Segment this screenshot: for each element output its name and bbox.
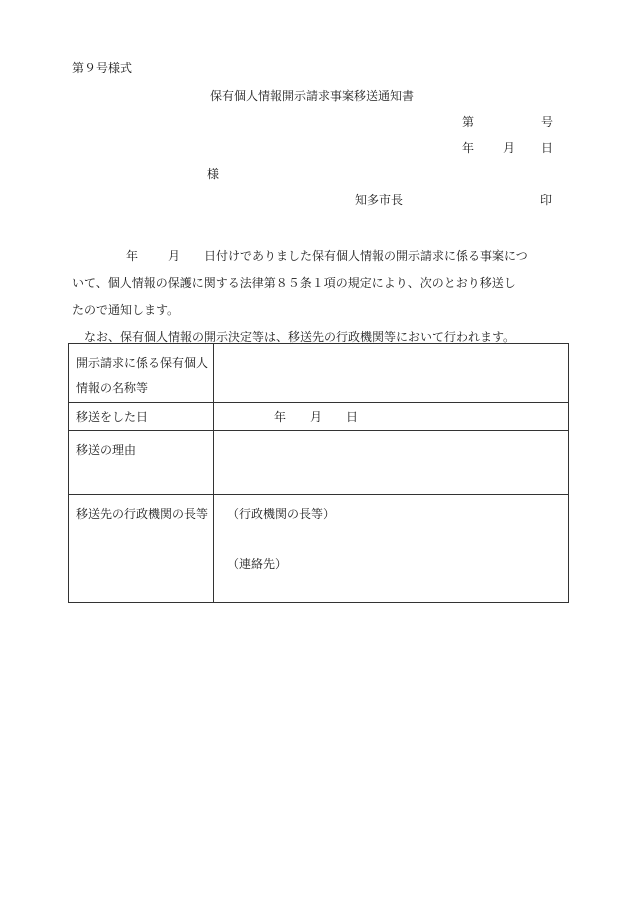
date-day: 日 bbox=[541, 141, 554, 155]
table-row bbox=[69, 431, 569, 495]
info-name-label: 開示請求に係る保有個人情報の名称等 bbox=[69, 344, 214, 403]
date-month: 月 bbox=[503, 141, 516, 155]
body-line-2: いて、個人情報の保護に関する法律第８５条１項の規定により、次のとおり移送し bbox=[72, 276, 516, 290]
agency-head-field: （行政機関の長等） bbox=[227, 507, 336, 521]
table-row bbox=[69, 344, 569, 403]
table-row bbox=[69, 403, 569, 431]
reference-gou: 号 bbox=[541, 115, 554, 129]
body-line-4: なお、保有個人情報の開示決定等は、移送先の行政機関等において行われます。 bbox=[72, 330, 516, 344]
info-name-value bbox=[214, 344, 569, 403]
body-month: 月 bbox=[168, 249, 181, 263]
reference-dai: 第 bbox=[462, 115, 475, 129]
notice-body bbox=[72, 243, 568, 351]
transfer-date-label: 移送をした日 bbox=[69, 403, 214, 431]
date-year: 年 bbox=[462, 141, 475, 155]
table-row bbox=[69, 495, 569, 603]
body-line-1-rest: 日付けでありました保有個人情報の開示請求に係る事案につ bbox=[204, 249, 528, 263]
transfer-reason-label: 移送の理由 bbox=[69, 431, 214, 495]
destination-agency-value bbox=[214, 495, 569, 603]
body-line-3: たので通知します。 bbox=[72, 303, 180, 317]
transfer-date-value: 年 月 日 bbox=[214, 403, 569, 431]
seal-mark: 印 bbox=[540, 193, 553, 207]
addressee-suffix: 様 bbox=[207, 167, 220, 181]
destination-agency-label: 移送先の行政機関の長等 bbox=[69, 495, 214, 603]
transfer-reason-value bbox=[214, 431, 569, 495]
body-line-1 bbox=[72, 243, 568, 270]
contact-field: （連絡先） bbox=[227, 557, 288, 571]
transfer-details-table bbox=[68, 343, 569, 603]
body-year: 年 bbox=[126, 249, 139, 263]
sender-name: 知多市長 bbox=[355, 193, 404, 207]
document-title: 保有個人情報開示請求事案移送通知書 bbox=[210, 89, 415, 103]
form-number: 第９号様式 bbox=[72, 61, 133, 75]
